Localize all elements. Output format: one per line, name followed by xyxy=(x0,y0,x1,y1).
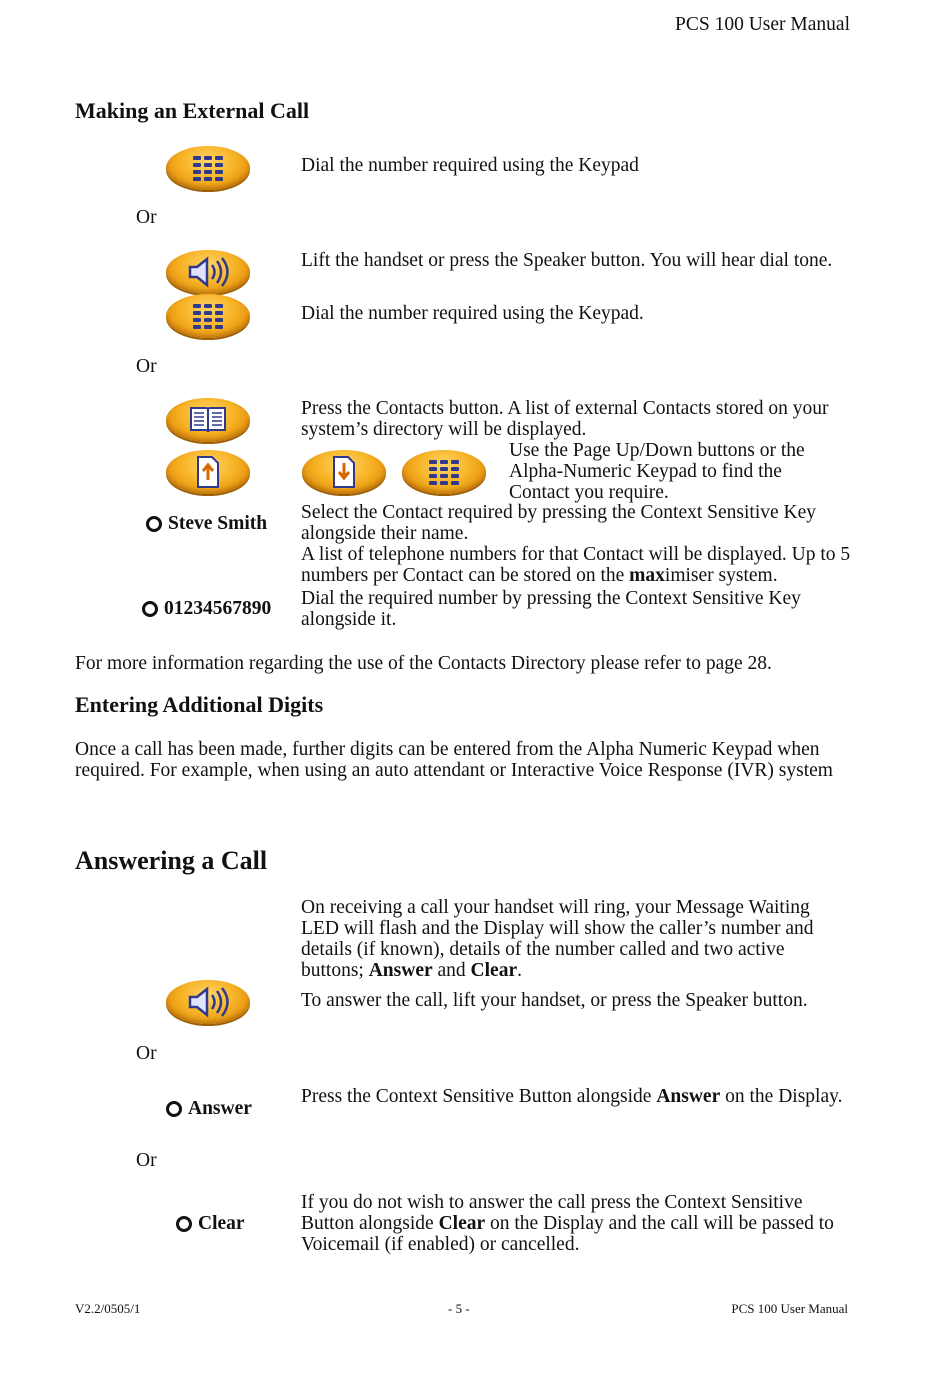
step-select-contact xyxy=(301,502,856,586)
section-title-answering: Answering a Call xyxy=(75,846,268,875)
context-key-contact xyxy=(146,513,267,535)
answer-text: Press the Context Sensitive Button alongside xyxy=(301,1086,657,1107)
context-key-label: Steve Smith xyxy=(168,513,268,534)
clear-text: If you do not wish to answer the call press the Context Sensitive Button alongside xyxy=(301,1192,803,1234)
header-title: PCS 100 User Manual xyxy=(675,14,850,35)
context-key-label: Answer xyxy=(188,1098,252,1119)
intro-answer-bold: Answer xyxy=(368,960,433,981)
or-label: Or xyxy=(136,356,157,377)
step-dial-keypad-2: Dial the number required using the Keypad. xyxy=(301,303,644,324)
step-page-updown: Use the Page Up/Down buttons or the Alpha-Numeric Keypad to find the Contact you require. xyxy=(509,440,805,503)
answer-intro-paragraph xyxy=(301,897,851,981)
more-info-paragraph: For more information regarding the use of the Contacts Directory please refer to page 28. xyxy=(75,653,772,674)
clear-bold: Clear xyxy=(438,1213,486,1234)
context-key-indicator xyxy=(166,1101,182,1117)
intro-and: and xyxy=(432,960,471,981)
step-press-answer xyxy=(301,1086,851,1107)
context-key-answer xyxy=(166,1098,252,1120)
or-label: Or xyxy=(136,1150,157,1171)
section-title-additional-digits: Entering Additional Digits xyxy=(75,692,324,717)
clear-text-end: on the Display and the call will be passed to Voicemail (if enabled) or cancelled. xyxy=(301,1213,834,1255)
step-press-contacts: Press the Contacts button. A list of external Contacts stored on your system’s directory will be displayed. xyxy=(301,398,829,440)
context-key-number xyxy=(142,598,271,620)
section-title-external-call: Making an External Call xyxy=(75,98,310,123)
step-answer-speaker: To answer the call, lift your handset, or press the Speaker button. xyxy=(301,990,808,1011)
speaker-icon xyxy=(166,250,250,294)
intro-clear-bold: Clear xyxy=(470,960,518,981)
step-press-clear xyxy=(301,1192,853,1255)
intro-text: On receiving a call your handset will ring, your Message Waiting LED will flash and the Display will show the caller’s number and details (if known), details of the number called and two active buttons; xyxy=(301,897,814,981)
step-dial-keypad: Dial the number required using the Keypad xyxy=(301,155,639,176)
footer-title: PCS 100 User Manual xyxy=(731,1301,848,1316)
page-up-icon xyxy=(166,450,250,494)
select-contact-text: Select the Contact required by pressing the Context Sensitive Key alongside their name. xyxy=(301,502,817,544)
or-label: Or xyxy=(136,207,157,228)
context-key-indicator xyxy=(142,601,158,617)
intro-end: . xyxy=(517,960,522,981)
step-dial-number: Dial the required number by pressing the Context Sensitive Key alongside it. xyxy=(301,588,801,630)
context-key-clear xyxy=(176,1213,245,1235)
footer-version: V2.2/0505/1 xyxy=(75,1301,141,1316)
or-label: Or xyxy=(136,1043,157,1064)
contacts-book-icon xyxy=(166,398,250,442)
step-lift-handset: Lift the handset or press the Speaker button. You will hear dial tone. xyxy=(301,250,833,271)
numbers-list-text-end: imiser system. xyxy=(664,565,778,586)
answer-bold: Answer xyxy=(656,1086,721,1107)
context-key-label: Clear xyxy=(198,1213,245,1234)
page-down-icon xyxy=(302,450,386,494)
context-key-indicator xyxy=(146,516,162,532)
speaker-icon xyxy=(166,980,250,1024)
answer-text-end: on the Display. xyxy=(720,1086,843,1107)
keypad-icon xyxy=(166,146,250,190)
keypad-icon xyxy=(402,450,486,494)
keypad-icon xyxy=(166,294,250,338)
numbers-list-text: A list of telephone numbers for that Contact will be displayed. Up to 5 numbers per Contact can be stored on the xyxy=(301,544,851,586)
context-key-indicator xyxy=(176,1216,192,1232)
additional-digits-paragraph: Once a call has been made, further digits can be entered from the Alpha Numeric Keypad when required. For example, when using an auto attendant or Interactive Voice Response (IVR) system xyxy=(75,739,833,781)
context-key-label: 01234567890 xyxy=(164,598,272,619)
brand-bold: max xyxy=(629,565,665,586)
footer-page-number: - 5 - xyxy=(448,1301,470,1316)
